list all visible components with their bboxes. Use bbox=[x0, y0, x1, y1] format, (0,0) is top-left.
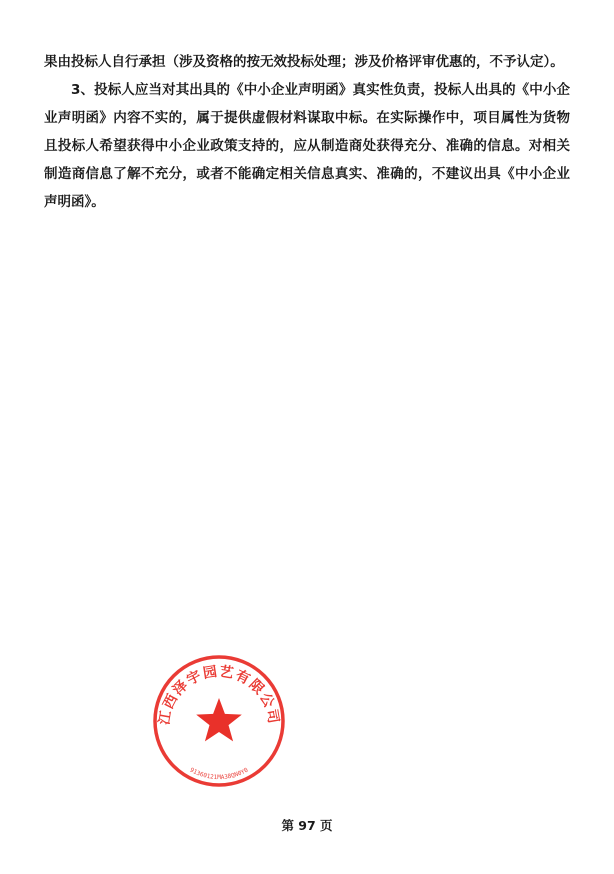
svg-text:91360121MA38QN0Y0 bbox=[189, 766, 250, 781]
body-text bbox=[44, 48, 570, 216]
seal-star-icon bbox=[196, 698, 242, 741]
seal-registration-code: 91360121MA38QN0Y0 bbox=[188, 766, 250, 782]
page-number: 第 97 页 bbox=[281, 818, 333, 833]
company-seal-stamp bbox=[150, 652, 288, 790]
paragraph-item-3: 3、投标人应当对其出具的《中小企业声明函》真实性负责，投标人出具的《中小企业声明函》内容不实的，属于提供虚假材料谋取中标。在实际操作中，项目属性为货物且投标人希望获得中小企业政策支持的，应从制造商处获得充分、准确的信息。对相关制造商信息了解不充分，或者不能确定相关信息真实、准确的，不建议出具《中小企业声明函》。 bbox=[44, 82, 570, 210]
seal-company-name: 江西泽宇园艺有限公司 bbox=[156, 663, 282, 727]
paragraph-continued: 果由投标人自行承担（涉及资格的按无效投标处理；涉及价格评审优惠的，不予认定）。 bbox=[44, 54, 564, 70]
